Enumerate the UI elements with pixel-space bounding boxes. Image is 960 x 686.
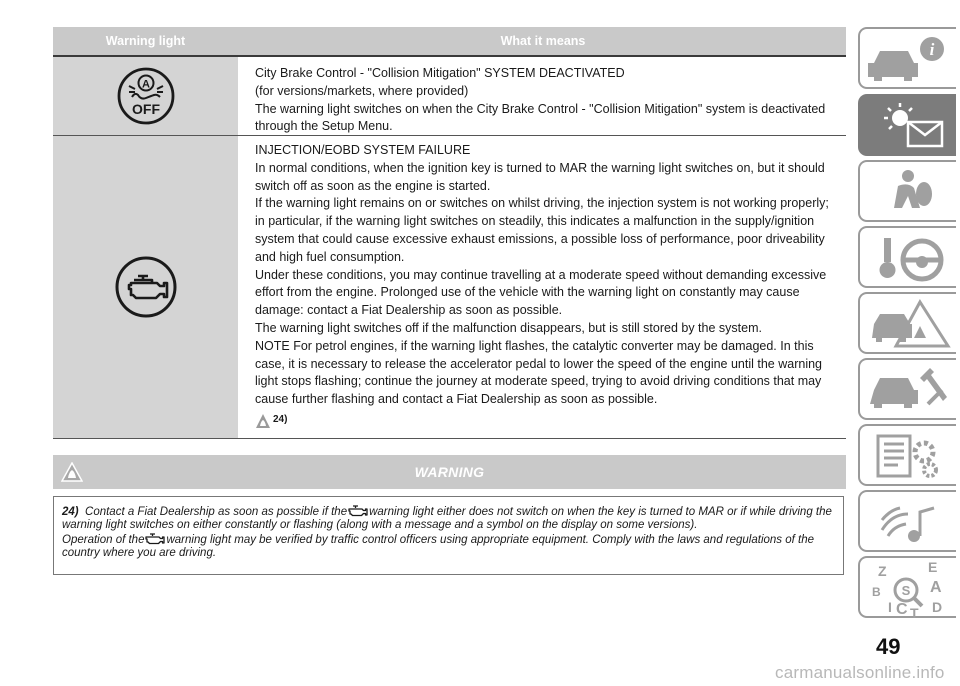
starting-driving-icon bbox=[868, 232, 952, 284]
table-row bbox=[53, 57, 846, 136]
warning-reference bbox=[255, 411, 842, 429]
warning-text: Operation of the bbox=[62, 534, 145, 546]
header-warning-light: Warning light bbox=[105, 34, 186, 48]
tab-car-info[interactable] bbox=[858, 27, 956, 89]
warning-paragraph bbox=[62, 532, 843, 560]
description-line: The warning light switches off if the malfunction disappears, but is still stored by the system. bbox=[255, 320, 762, 335]
description-line: In normal conditions, when the ignition key is turned to MAR the warning light switches on, but it should switch off as soon as the engine is started. bbox=[255, 160, 825, 193]
warning-lights-icon bbox=[868, 100, 952, 152]
description-cell bbox=[238, 136, 846, 438]
warning-text: Contact a Fiat Dealership as soon as possible if the bbox=[85, 506, 348, 518]
tab-emergency[interactable] bbox=[858, 292, 956, 354]
reference-number: 24) bbox=[273, 413, 288, 425]
index-icon bbox=[868, 562, 952, 620]
tab-index[interactable] bbox=[858, 556, 956, 618]
tab-safety[interactable] bbox=[858, 160, 956, 222]
description-line: Under these conditions, you may continue travelling at a moderate speed without demanding excessive effort from the engine. Prolonged use of the vehicle with the warning light on constantly may cause damage: contact a Fiat Dealership as soon as possible. bbox=[255, 267, 827, 318]
tab-technical-data[interactable] bbox=[858, 424, 956, 486]
description-line: The warning light switches on when the City Brake Control - "Collision Mitigation" system is deactivated through the Setup Menu. bbox=[255, 101, 826, 134]
svg-text:A: A bbox=[141, 78, 150, 91]
engine-check-icon bbox=[144, 532, 166, 545]
description-cell bbox=[238, 57, 846, 135]
warning-hand-icon bbox=[61, 462, 83, 482]
description-line: If the warning light remains on or switches on whilst driving, the injection system is not working properly; in particular, if the warning light switches on steadily, this indicates a malfunction in the supply/ignition system that could cause excessive exhaust emissions, a possible loss of performance, poor driveability and high fuel consumption. bbox=[255, 196, 829, 264]
warning-paragraph bbox=[62, 504, 843, 532]
maintenance-icon bbox=[868, 364, 952, 416]
watermark: carmanualsonline.info bbox=[775, 663, 945, 682]
description-note: NOTE For petrol engines, if the warning light flashes, the catalytic converter may be damaged. In this case, it is necessary to release the accelerator pedal to lower the speed of the engine until the warning light stops flashing; continue the journey at moderate speed, trying to avoid driving conditions that may cause further flashing and contact a Fiat Dealership as soon as possible. bbox=[255, 338, 823, 407]
multimedia-icon bbox=[868, 496, 952, 548]
warning-text: warning light either does not switch on when the key is turned to MAR or if while driving the warning light switches on either constantly or flashing (along with a message and a symbol on the display on some versions). bbox=[62, 506, 832, 531]
svg-text:E: E bbox=[928, 562, 938, 575]
table-row bbox=[53, 136, 846, 439]
warning-ref: 24) bbox=[62, 506, 79, 518]
description-line: (for versions/markets, where provided) bbox=[255, 83, 469, 98]
icon-cell bbox=[53, 136, 238, 438]
engine-check-icon bbox=[114, 255, 178, 319]
engine-check-icon bbox=[347, 504, 369, 517]
svg-text:i: i bbox=[929, 40, 935, 59]
safety-airbag-icon bbox=[868, 166, 952, 218]
tab-starting-driving[interactable] bbox=[858, 226, 956, 288]
header-what-it-means: What it means bbox=[500, 34, 586, 48]
table-header bbox=[53, 27, 846, 57]
car-info-icon bbox=[868, 33, 952, 85]
tab-warning-lights[interactable] bbox=[858, 94, 956, 156]
page-number: 49 bbox=[876, 634, 901, 659]
svg-text:B: B bbox=[872, 585, 881, 599]
warning-hand-icon bbox=[255, 413, 271, 429]
warning-body bbox=[53, 496, 844, 575]
svg-text:D: D bbox=[932, 599, 943, 615]
emergency-icon bbox=[868, 298, 952, 350]
description-title: INJECTION/EOBD SYSTEM FAILURE bbox=[255, 143, 471, 157]
svg-text:A: A bbox=[930, 579, 942, 596]
svg-text:OFF: OFF bbox=[131, 101, 160, 117]
tab-multimedia[interactable] bbox=[858, 490, 956, 552]
warning-title: WARNING bbox=[414, 464, 485, 480]
svg-text:I: I bbox=[888, 599, 892, 615]
svg-text:C: C bbox=[896, 601, 908, 618]
technical-data-icon bbox=[868, 430, 952, 482]
collision-mitigation-off-icon bbox=[116, 66, 176, 126]
svg-text:S: S bbox=[901, 583, 911, 598]
warning-text: warning light may be verified by traffic control officers using appropriate equipment. Comply with the laws and regulations of the country where you are driving. bbox=[62, 534, 815, 559]
warning-lights-table bbox=[53, 27, 846, 439]
svg-text:T: T bbox=[910, 605, 919, 620]
svg-text:Z: Z bbox=[878, 563, 887, 579]
icon-cell bbox=[53, 57, 238, 135]
description-title: City Brake Control - "Collision Mitigation" SYSTEM DEACTIVATED bbox=[255, 66, 625, 80]
warning-header bbox=[53, 455, 846, 489]
tab-maintenance[interactable] bbox=[858, 358, 956, 420]
